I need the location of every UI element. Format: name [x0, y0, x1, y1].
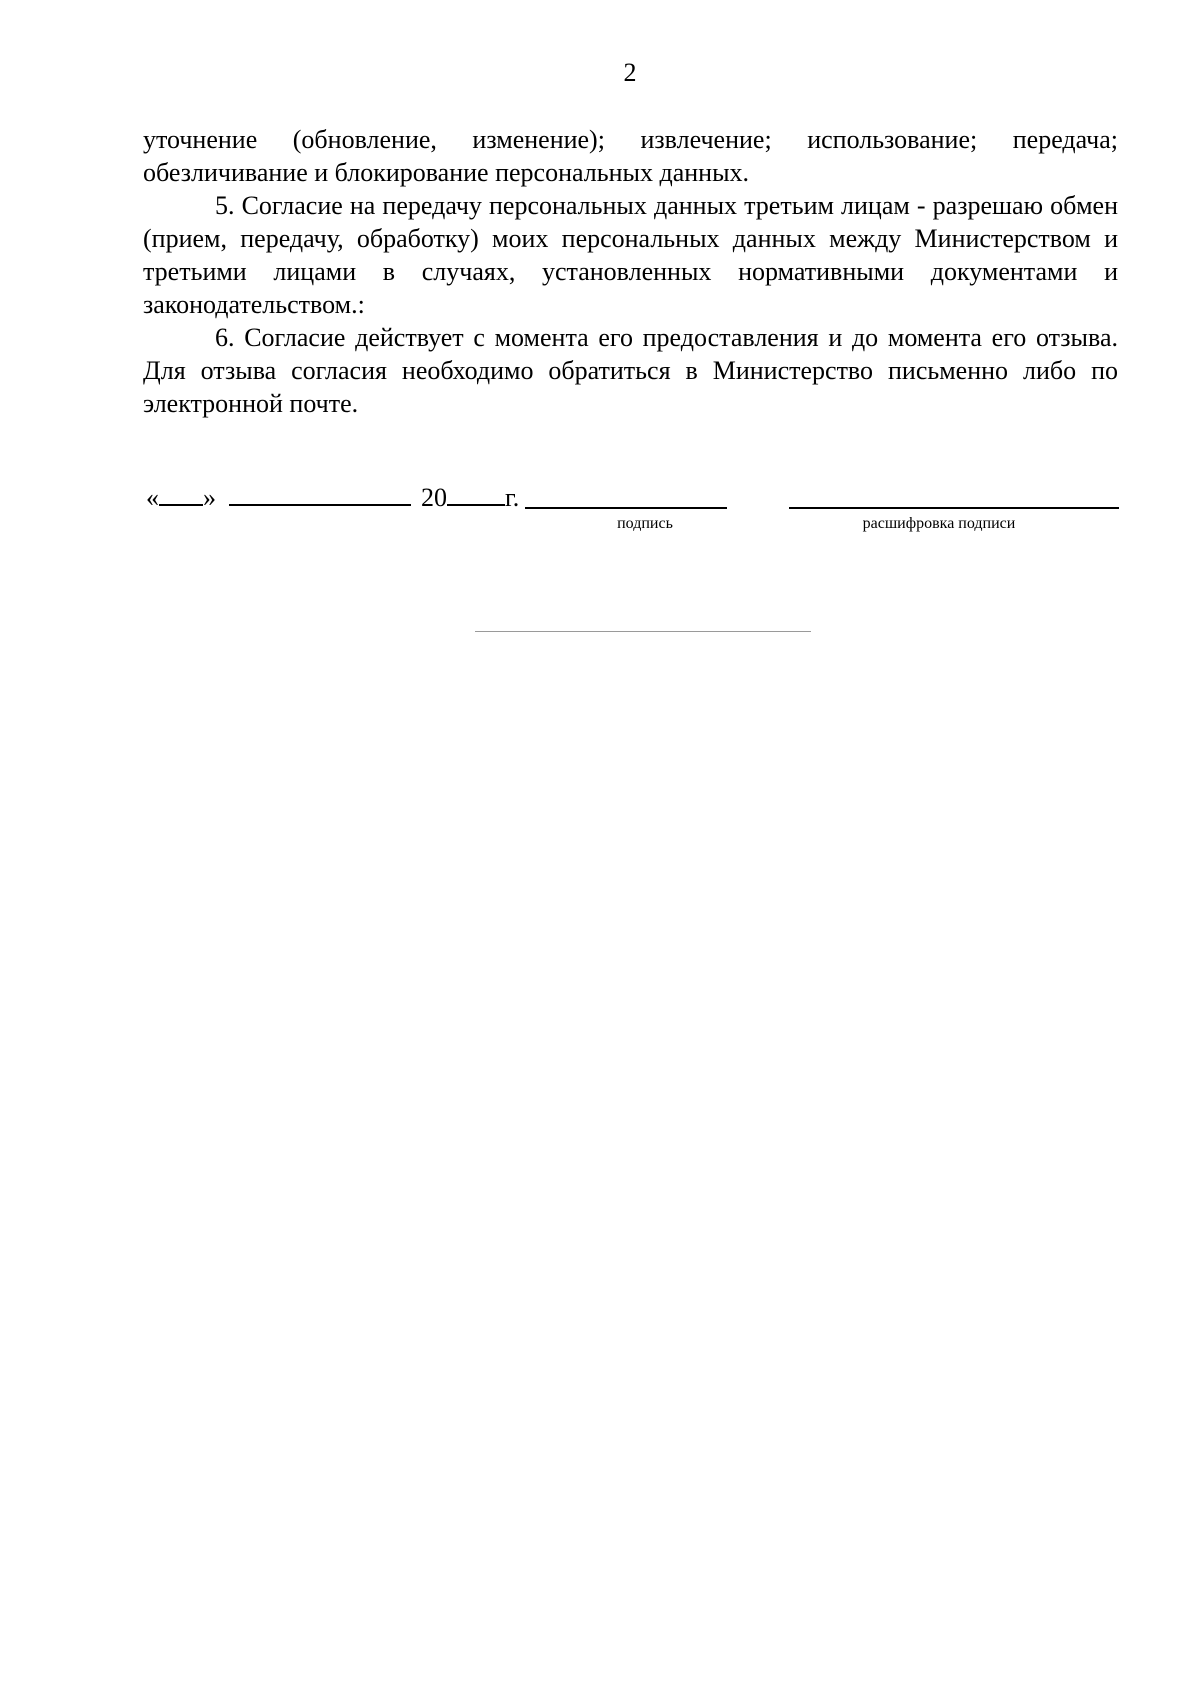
- signature-line[interactable]: [525, 506, 727, 509]
- day-blank[interactable]: [159, 480, 203, 506]
- signature-caption: подпись: [617, 515, 673, 532]
- year-prefix: 20: [421, 483, 447, 512]
- name-decode-line[interactable]: [789, 506, 1119, 509]
- date-field: [146, 480, 519, 515]
- page-number: 2: [623, 58, 637, 87]
- document-body: [143, 123, 1118, 420]
- paragraph-6-consent-validity: 6. Согласие действует с момента его предоставления и до момента его отзыва. Для отзыва согласия необходимо обратиться в Министерство письменно либо по электронной почте.: [143, 323, 1118, 418]
- year-suffix: г.: [505, 483, 520, 512]
- paragraph-5-third-party-consent: 5. Согласие на передачу персональных данных третьим лицам - разрешаю обмен (прием, передачу, обработку) моих персональных данных между Министерством и третьими лицами в случаях, установленных нормативными документами и законодательством.:: [143, 191, 1118, 319]
- close-quote: »: [203, 483, 216, 512]
- open-quote: «: [146, 483, 159, 512]
- signature-block: [146, 480, 1121, 540]
- month-blank[interactable]: [229, 480, 411, 506]
- end-of-document-rule: [475, 631, 811, 632]
- paragraph-continuation: уточнение (обновление, изменение); извлечение; использование; передача; обезличивание и блокирование персональных данных.: [143, 125, 1118, 187]
- name-decode-caption: расшифровка подписи: [862, 515, 1016, 532]
- year-blank[interactable]: [447, 480, 505, 506]
